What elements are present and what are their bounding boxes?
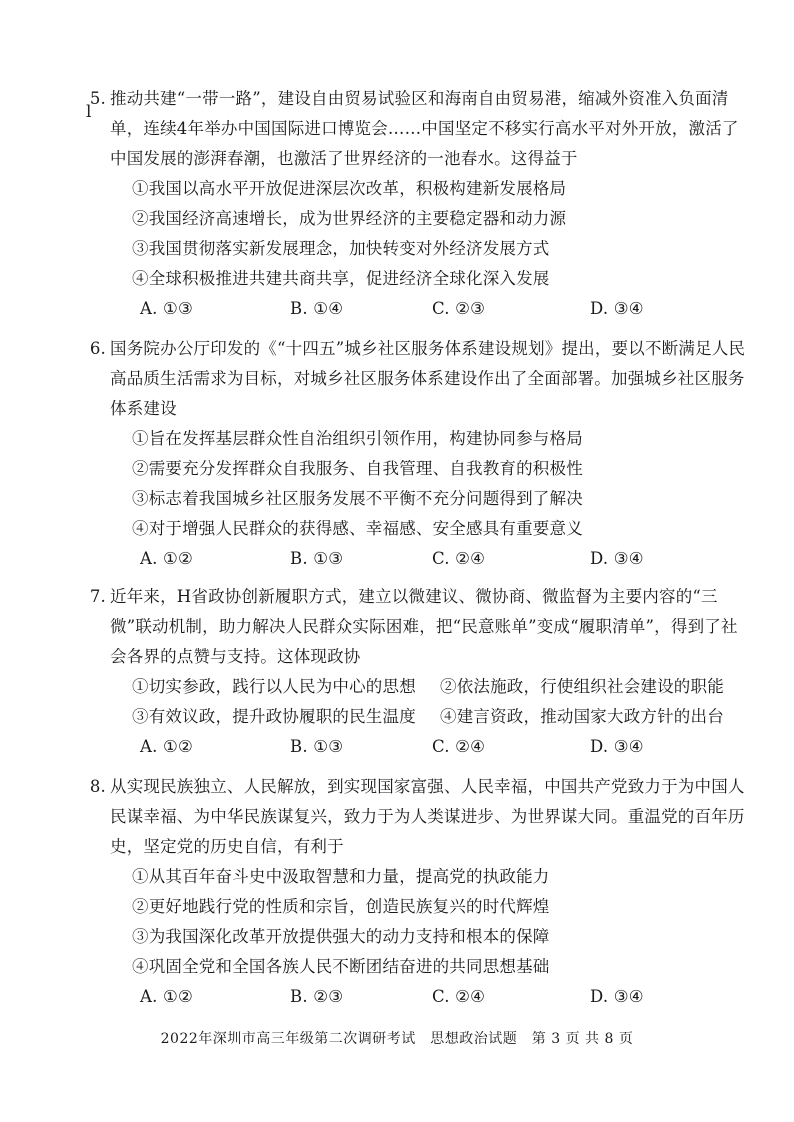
choice-d: D. ③④: [590, 737, 644, 756]
choice-b: B. ①④: [290, 299, 344, 318]
question-6: [89, 334, 750, 576]
option-item-2: ②更好地践行党的性质和宗旨，创造民族复兴的时代辉煌: [132, 897, 550, 916]
question-number: 8.: [89, 777, 106, 796]
choice-a: A. ①③: [140, 299, 193, 318]
option-item-4: ④建言资政，推动国家大政方针的出台: [440, 707, 724, 726]
question-text: 推动共建“一带一路”，建设自由贸易试验区和海南自由贸易港，缩减外资准入负面清单，连续4年举办中国国际进口博览会……中国坚定不移实行高水平对外开放，激活了中国发展的澎湃春潮，也激活了世界经济的一池春水。这得益于: [110, 89, 739, 168]
choice-a: A. ①②: [140, 987, 193, 1006]
option-item-2: ②我国经济高速增长，成为世界经济的主要稳定器和动力源: [132, 209, 567, 228]
answer-choices: [132, 982, 750, 1014]
option-item-1: ①切实参政，践行以人民为中心的思想: [132, 677, 416, 696]
choice-a: A. ①②: [140, 737, 193, 756]
option-item-1: ①从其百年奋斗史中汲取智慧和力量，提高党的执政能力: [132, 867, 550, 886]
question-stem: [89, 772, 750, 862]
answer-choices: [132, 732, 750, 764]
option-item-3: ③为我国深化改革开放提供强大的动力支持和根本的保障: [132, 927, 550, 946]
question-8: [89, 772, 750, 1014]
choice-d: D. ③④: [590, 299, 644, 318]
question-stem: [89, 582, 750, 672]
option-item-2: ②依法施政，行使组织社会建设的职能: [440, 677, 724, 696]
choice-a: A. ①②: [140, 549, 193, 568]
choice-b: B. ①③: [290, 549, 344, 568]
option-item-3: ③我国贯彻落实新发展理念，加快转变对外经济发展方式: [132, 239, 550, 258]
option-item-4: ④全球积极推进共建共商共享，促进经济全球化深入发展: [132, 269, 550, 288]
page-footer: 2022年深圳市高三年级第二次调研考试 思想政治试题 第 3 页 共 8 页: [160, 1031, 634, 1047]
option-item-1: ①我国以高水平开放促进深层次改革，积极构建新发展格局: [132, 179, 567, 198]
option-item-3: ③有效议政，提升政协履职的民生温度: [132, 707, 416, 726]
choice-b: B. ②③: [290, 987, 344, 1006]
option-item-4: ④巩固全党和全国各族人民不断团结奋进的共同思想基础: [132, 957, 550, 976]
option-item-1: ①旨在发挥基层群众性自治组织引领作用，构建协同参与格局: [132, 429, 583, 448]
option-item-2: ②需要充分发挥群众自我服务、自我管理、自我教育的积极性: [132, 459, 583, 478]
question-text: 近年来，H省政协创新履职方式，建立以微建议、微协商、微监督为主要内容的“三微”联动机制，助力解决人民群众实际困难，把“民意账单”变成“履职清单”，得到了社会各界的点赞与支持。这体现政协: [110, 587, 738, 666]
question-number: 7.: [89, 587, 106, 606]
choice-d: D. ③④: [590, 987, 644, 1006]
choice-d: D. ③④: [590, 549, 644, 568]
option-item-4: ④对于增强人民群众的获得感、幸福感、安全感具有重要意义: [132, 519, 583, 538]
answer-choices: [132, 544, 750, 576]
choice-c: C. ②③: [432, 299, 486, 318]
option-items: [132, 672, 750, 732]
question-text: 从实现民族独立、人民解放，到实现国家富强、人民幸福，中国共产党致力于为中国人民谋幸福、为中华民族谋复兴，致力于为人类谋进步、为世界谋大同。重温党的百年历史，坚定党的历史自信，有利于: [110, 777, 745, 856]
question-number: 6.: [89, 339, 106, 358]
answer-choices: [132, 294, 750, 326]
margin-mark: l: [86, 102, 92, 122]
question-5: [89, 84, 750, 326]
question-number: 5.: [89, 89, 106, 108]
choice-b: B. ①③: [290, 737, 344, 756]
question-text: 国务院办公厅印发的《“十四五”城乡社区服务体系建设规划》提出，要以不断满足人民高品质生活需求为目标，对城乡社区服务体系建设作出了全面部署。加强城乡社区服务体系建设: [110, 339, 746, 418]
choice-c: C. ②④: [432, 737, 486, 756]
question-stem: [89, 334, 750, 424]
choice-c: C. ②④: [432, 987, 486, 1006]
option-item-3: ③标志着我国城乡社区服务发展不平衡不充分问题得到了解决: [132, 489, 583, 508]
question-stem: [89, 84, 750, 174]
choice-c: C. ②④: [432, 549, 486, 568]
question-7: [89, 582, 750, 764]
